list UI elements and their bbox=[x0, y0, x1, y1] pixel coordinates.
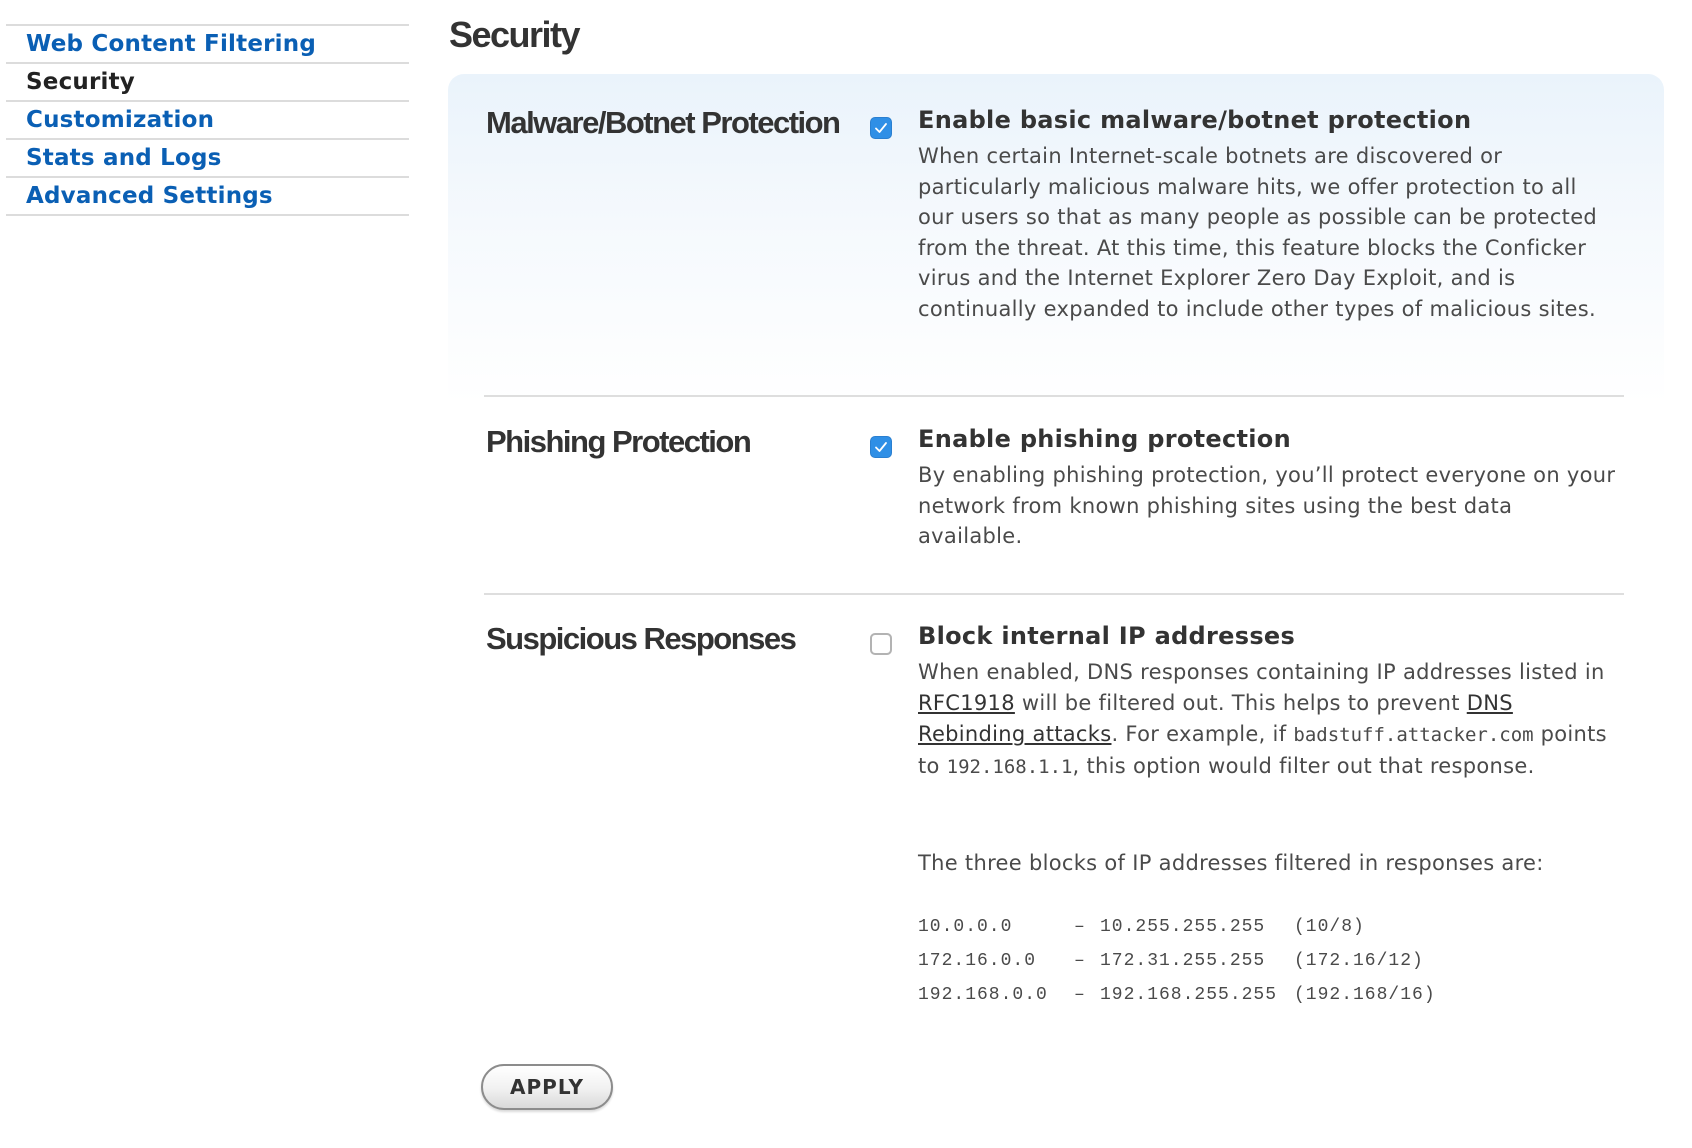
sidebar-item-web-content-filtering[interactable]: Web Content Filtering bbox=[6, 26, 409, 64]
table-row bbox=[918, 944, 1436, 978]
range-end: 10.255.255.255 bbox=[1100, 917, 1266, 937]
table-row bbox=[918, 910, 1436, 944]
range-cidr: (10/8) bbox=[1294, 917, 1365, 937]
table-row bbox=[918, 978, 1436, 1012]
sidebar-item-stats-and-logs[interactable]: Stats and Logs bbox=[6, 140, 409, 178]
desc-text: . For example, if bbox=[1111, 722, 1294, 746]
phishing-option-label[interactable]: Enable phishing protection bbox=[918, 425, 1291, 453]
range-end: 192.168.255.255 bbox=[1100, 985, 1278, 1005]
block-internal-ip-checkbox[interactable] bbox=[870, 633, 892, 655]
phishing-option-body bbox=[918, 424, 1618, 552]
malware-option-body bbox=[918, 105, 1618, 324]
malware-option-description: When certain Internet-scale botnets are discovered or particularly malicious malware hits, we offer protection to all our users so that as many people as possible can be protected from the threat. At this time, this feature blocks the Conficker virus and the Internet Explorer Zero Day Exploit, and is continually expanded to include other types of malicious sites. bbox=[918, 144, 1598, 321]
range-start: 192.168.0.0 bbox=[918, 985, 1048, 1005]
sidebar-item-customization[interactable]: Customization bbox=[6, 102, 409, 140]
range-cidr: (192.168/16) bbox=[1294, 985, 1436, 1005]
dns-rebinding-link[interactable]: DNS Rebinding attacks bbox=[918, 691, 1513, 746]
section-divider bbox=[484, 395, 1624, 397]
checkmark-icon bbox=[873, 439, 889, 455]
desc-text: points to bbox=[918, 722, 1607, 778]
range-dash: – bbox=[1074, 917, 1086, 937]
range-start: 172.16.0.0 bbox=[918, 951, 1037, 971]
suspicious-option-description bbox=[918, 657, 1618, 783]
example-ip: 192.168.1.1 bbox=[946, 756, 1073, 778]
malware-section-title: Malware/Botnet Protection bbox=[486, 105, 840, 140]
example-domain: badstuff.attacker.com bbox=[1293, 724, 1534, 746]
malware-option-label[interactable]: Enable basic malware/botnet protection bbox=[918, 106, 1472, 134]
phishing-option-description: By enabling phishing protection, you’ll protect everyone on your network from known phishing sites using the best data available. bbox=[918, 463, 1616, 548]
range-start: 10.0.0.0 bbox=[918, 917, 1013, 937]
desc-text: When enabled, DNS responses containing IP addresses listed in bbox=[918, 660, 1605, 684]
section-divider bbox=[484, 593, 1624, 595]
range-dash: – bbox=[1074, 951, 1086, 971]
apply-button[interactable]: APPLY bbox=[481, 1064, 613, 1110]
phishing-protection-checkbox[interactable] bbox=[870, 436, 892, 458]
ip-ranges-intro: The three blocks of IP addresses filtered in responses are: bbox=[918, 851, 1544, 875]
sidebar-item-security: Security bbox=[6, 64, 409, 102]
sidebar-nav bbox=[6, 24, 409, 216]
suspicious-option-body bbox=[918, 621, 1618, 783]
page-title: Security bbox=[449, 14, 580, 55]
suspicious-option-label[interactable]: Block internal IP addresses bbox=[918, 622, 1296, 650]
range-cidr: (172.16/12) bbox=[1294, 951, 1424, 971]
suspicious-responses-section bbox=[448, 621, 1664, 1021]
malware-protection-checkbox[interactable] bbox=[870, 117, 892, 139]
phishing-section-title: Phishing Protection bbox=[486, 424, 751, 459]
sidebar-list bbox=[6, 24, 409, 216]
checkmark-icon bbox=[873, 120, 889, 136]
desc-text: , this option would filter out that response. bbox=[1072, 754, 1535, 778]
range-dash: – bbox=[1074, 985, 1086, 1005]
rfc1918-link[interactable]: RFC1918 bbox=[918, 691, 1015, 715]
ip-ranges-table bbox=[918, 910, 1436, 1012]
desc-text: will be filtered out. This helps to prevent bbox=[1014, 691, 1467, 715]
sidebar-item-advanced-settings[interactable]: Advanced Settings bbox=[6, 178, 409, 216]
suspicious-section-title: Suspicious Responses bbox=[486, 621, 796, 656]
range-end: 172.31.255.255 bbox=[1100, 951, 1266, 971]
